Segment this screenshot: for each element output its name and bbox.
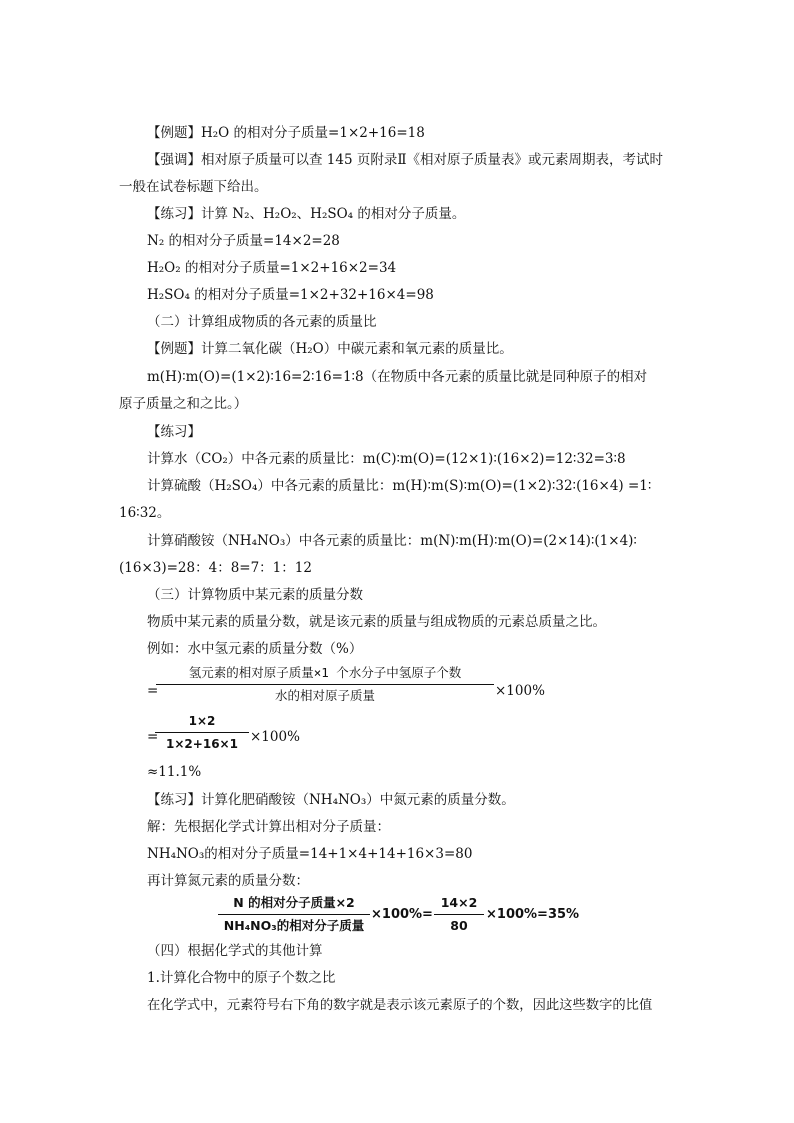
fraction-bar: [156, 684, 494, 685]
formula2-suffix: ×100%: [250, 729, 300, 745]
n2-mass-line: N₂ 的相对分子质量=14×2=28: [147, 233, 340, 249]
formula2-denominator: 1×2+16×1: [166, 737, 238, 751]
formula1-fraction: [156, 664, 494, 705]
sulfuric-ratio-line: 计算硫酸（H₂SO₄）中各元素的质量比：m(H)∶m(S)∶m(O)=(1×2)∶32∶(16×4) =1∶: [147, 478, 652, 494]
section-three-heading: （三）计算物质中某元素的质量分数: [147, 587, 363, 603]
formula3-fraction2: [434, 894, 484, 935]
formula1-prefix: =: [147, 683, 159, 699]
formula2-numerator: 1×2: [188, 714, 216, 728]
exercise-nitrogen-line: 【练习】计算化肥硝酸铵（NH₄NO₃）中氮元素的质量分数。: [147, 792, 515, 808]
emphasis-line: 【强调】相对原子质量可以查 145 页附录Ⅱ《相对原子质量表》或元素周期表，考试时: [147, 152, 664, 168]
fraction-bar: [155, 732, 249, 733]
exercise-heading: 【练习】: [147, 424, 201, 440]
fraction-bar: [434, 914, 484, 915]
sulfuric-ratio-line-cont: 16∶32。: [119, 505, 171, 521]
formula3-times: ×100%=: [371, 907, 433, 922]
mass-fraction-definition: 物质中某元素的质量分数，就是该元素的质量与组成物质的元素总质量之比。: [147, 614, 606, 630]
example-co2-line: 【例题】计算二氧化碳（H₂O）中碳元素和氧元素的质量比。: [147, 341, 513, 357]
example-h2o-line: 【例题】H₂O 的相对分子质量=1×2+16=18: [147, 125, 425, 141]
exercise-line: 【练习】计算 N₂、H₂O₂、H₂SO₄ 的相对分子质量。: [147, 206, 466, 222]
formula3-numerator1: N 的相对分子质量×2: [233, 895, 355, 910]
formula2-fraction: [155, 712, 249, 753]
emphasis-line-cont: 一般在试卷标题下给出。: [119, 179, 268, 195]
formula1-suffix: ×100%: [495, 683, 545, 699]
formula1-numerator: 氢元素的相对原子质量×1 个水分子中氢原子个数: [188, 665, 462, 680]
h2so4-mass-line: H₂SO₄ 的相对分子质量=1×2+32+16×4=98: [147, 287, 434, 303]
atom-ratio-explanation: 在化学式中，元素符号右下角的数字就是表示该元素原子的个数，因此这些数字的比值: [147, 998, 653, 1013]
formula3-denominator2: 80: [450, 918, 468, 933]
mass-ratio-line: m(H)∶m(O)=(1×2)∶16=2∶16=1∶8（在物质中各元素的质量比就是同种原子的相对: [147, 369, 648, 385]
solution-step1: 解：先根据化学式计算出相对分子质量：: [147, 819, 390, 835]
formula3-result: ×100%=35%: [486, 907, 580, 922]
fraction-bar: [218, 914, 370, 915]
formula3-fraction1: [218, 894, 370, 935]
nitrate-ratio-line-cont: (16×3)=28：4：8=7：1：12: [119, 560, 312, 576]
h2o2-mass-line: H₂O₂ 的相对分子质量=1×2+16×2=34: [147, 260, 397, 276]
nh4no3-mass-line: NH₄NO₃的相对分子质量=14+1×4+14+16×3=80: [147, 846, 473, 862]
formula1-denominator: 水的相对原子质量: [274, 688, 375, 703]
section-four-heading: （四）根据化学式的其他计算: [147, 943, 323, 959]
subsection-atom-ratio: 1.计算化合物中的原子个数之比: [147, 970, 336, 986]
nitrate-ratio-line: 计算硝酸铵（NH₄NO₃）中各元素的质量比：m(N)∶m(H)∶m(O)=(2×14)∶(1×4)∶: [147, 533, 637, 549]
formula3-denominator1: NH₄NO₃的相对分子质量: [223, 918, 365, 933]
formula2-prefix: =: [147, 729, 159, 745]
water-ratio-line: 计算水（CO₂）中各元素的质量比：m(C)∶m(O)=(12×1)∶(16×2)=12∶32=3∶8: [147, 451, 626, 467]
approx-result: ≈11.1%: [147, 764, 202, 780]
mass-ratio-line-cont: 原子质量之和之比。）: [119, 396, 248, 412]
formula3-numerator2: 14×2: [440, 895, 478, 910]
section-two-heading: （二）计算组成物质的各元素的质量比: [147, 314, 377, 330]
solution-step2: 再计算氮元素的质量分数：: [147, 873, 309, 889]
example-hydrogen-line: 例如：水中氢元素的质量分数（%）: [147, 641, 363, 657]
